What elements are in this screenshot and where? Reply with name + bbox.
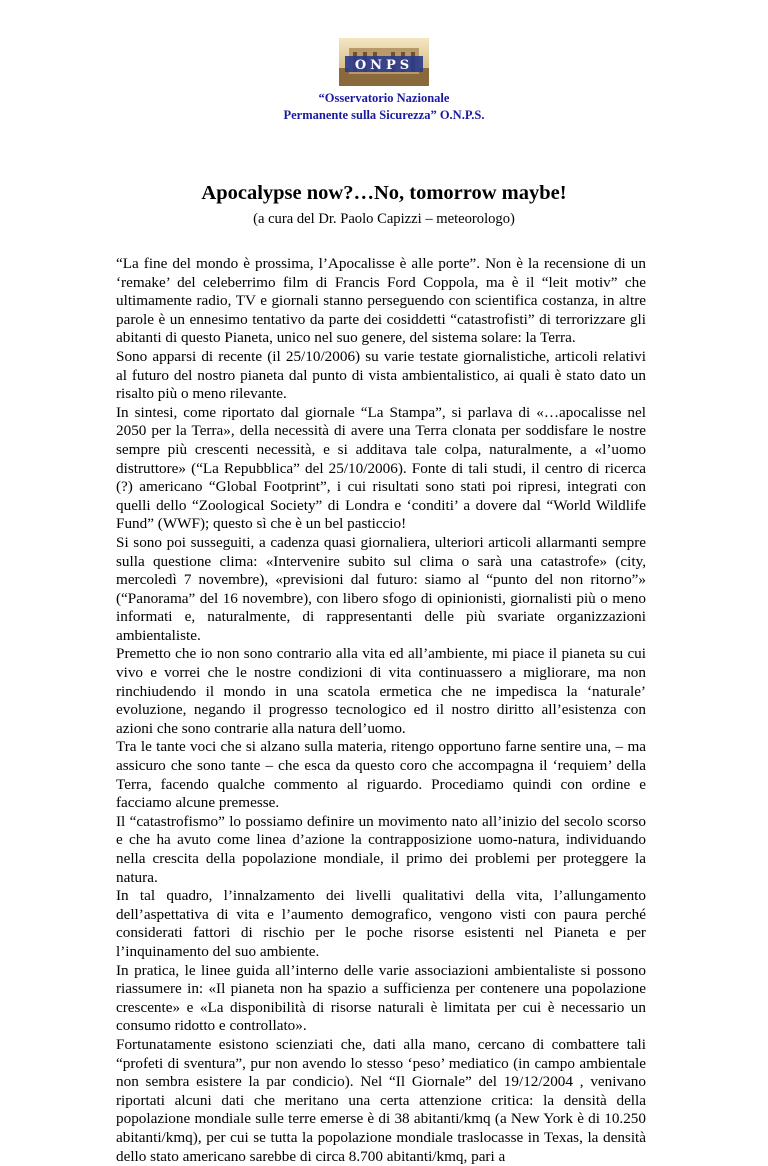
organization-line-1: “Osservatorio Nazionale (318, 91, 450, 105)
article-title: Apocalypse now?…No, tomorrow maybe! (201, 182, 567, 204)
paragraph: Si sono poi susseguiti, a cadenza quasi giornaliera, ulteriori articoli allarmanti sempre sulla questione clima: «Intervenire subito sul clima o sarà una catastrofe» (city, mercoledì 7 novembre), «previsioni dal futuro: siamo al “punto del non ritorno”» (“Panorama” del 16 novembre), con libero sfogo di opinionisti, giornalisti più o meno informati e, naturalmente, di rappresentanti delle più svariate organizzazioni ambientaliste. (116, 533, 646, 644)
onps-logo-image (339, 38, 429, 86)
paragraph: In sintesi, come riportato dal giornale “La Stampa”, si parlava di «…apocalisse nel 2050 per la Terra», della necessità di avere una Terra clonata per soddisfare le nostre sempre più crescenti necessità, e si additava tale colpa, naturalmente, a «l’uomo distruttore» (“La Repubblica” del 25/10/2006). Fonte di tali studi, il centro di ricerca (?) americano “Global Footprint”, i cui risultati sono stati poi ripresi, integrati con quelli dello “Zoological Society” di Londra e ‘conditi’ a dovere dal “World Wildlife Fund” (WWF); questo sì che è un bel pasticcio! (116, 403, 646, 533)
logo-text: ONPS (354, 58, 414, 73)
paragraph: Il “catastrofismo” lo possiamo definire un movimento nato all’inizio del secolo scorso e che ha avuto come linea d’azione la contrapposizione uomo-natura, individuando nella crescita della popolazione mondiale, il primo dei problemi per proteggere la natura. (116, 812, 646, 886)
paragraph: “La fine del mondo è prossima, l’Apocalisse è alle porte”. Non è la recensione di un ‘remake’ del celeberrimo film di Francis Ford Coppola, ma è il “leit motiv” che ultimamente radio, TV e giornali stanno perseguendo con scientifica costanza, in altre parole è un ennesimo tentativo da parte dei cosiddetti “catastrofisti” di terrorizzare gli abitanti di questo Pianeta, unico nel suo genere, del sistema solare: la Terra. (116, 255, 646, 347)
paragraph: Fortunatamente esistono scienziati che, dati alla mano, cercano di combattere tali “profeti di sventura”, pur non avendo lo stesso ‘peso’ mediatico (in campo ambientale non sembra esistere la par condicio). Nel “Il Giornale” del 19/12/2004 , venivano riportati alcuni dati che meritano una certa attenzione critica: la densità della popolazione mondiale sulle terre emerse è di 38 abitanti/kmq (a New York è di 10.250 abitanti/kmq), per cui se tutta la popolazione mondiale traslocasse in Texas, la densità dello stato americano sarebbe di circa 8.700 abitanti/kmq, pari a (116, 1035, 646, 1165)
article-byline: (a cura del Dr. Paolo Capizzi – meteorologo) (253, 211, 515, 227)
organization-line-2: Permanente sulla Sicurezza” O.N.P.S. (283, 108, 485, 122)
paragraph: Sono apparsi di recente (il 25/10/2006) su varie testate giornalistiche, articoli relativi al futuro del nostro pianeta dal punto di vista ambientalistico, ai quali è stato dato un risalto più o meno rilevante. (116, 347, 646, 403)
onps-logo (339, 38, 429, 86)
paragraph: In pratica, le linee guida all’interno delle varie associazioni ambientaliste si possono riassumere in: «Il pianeta non ha spazio a sufficienza per contenere una popolazione crescente» e «La disponibilità di risorse naturali è limitata per cui è necessario un consumo ridotto e controllato». (116, 961, 646, 1035)
organization-name (0, 90, 768, 124)
article-body (116, 255, 646, 1166)
paragraph: In tal quadro, l’innalzamento dei livelli qualitativi della vita, l’allungamento dell’aspettativa di vita e l’aumento demografico, vengono visti con paura perché considerati fattori di rischio per le poche risorse esistenti nel Pianeta e per l’inquinamento del suo ambiente. (116, 887, 646, 960)
paragraph: Tra le tante voci che si alzano sulla materia, ritengo opportuno farne sentire una, – ma assicuro che sono tante – che esca da questo coro che accompagna il ‘requiem’ della Terra, facendo qualche commento al riguardo. Procediamo quindi con ordine e facciamo alcune premesse. (116, 738, 646, 812)
paragraph: Premetto che io non sono contrario alla vita ed all’ambiente, mi piace il pianeta su cui vivo e vorrei che le nostre condizioni di vita continuassero a migliorare, ma non rinchiudendo il mondo in una scatola ermetica che ne impedisca la ‘naturale’ evoluzione, negando il progresso tecnologico ed il nostro diritto all’esistenza con azioni che sono contrarie alla natura dell’uomo. (116, 645, 646, 737)
